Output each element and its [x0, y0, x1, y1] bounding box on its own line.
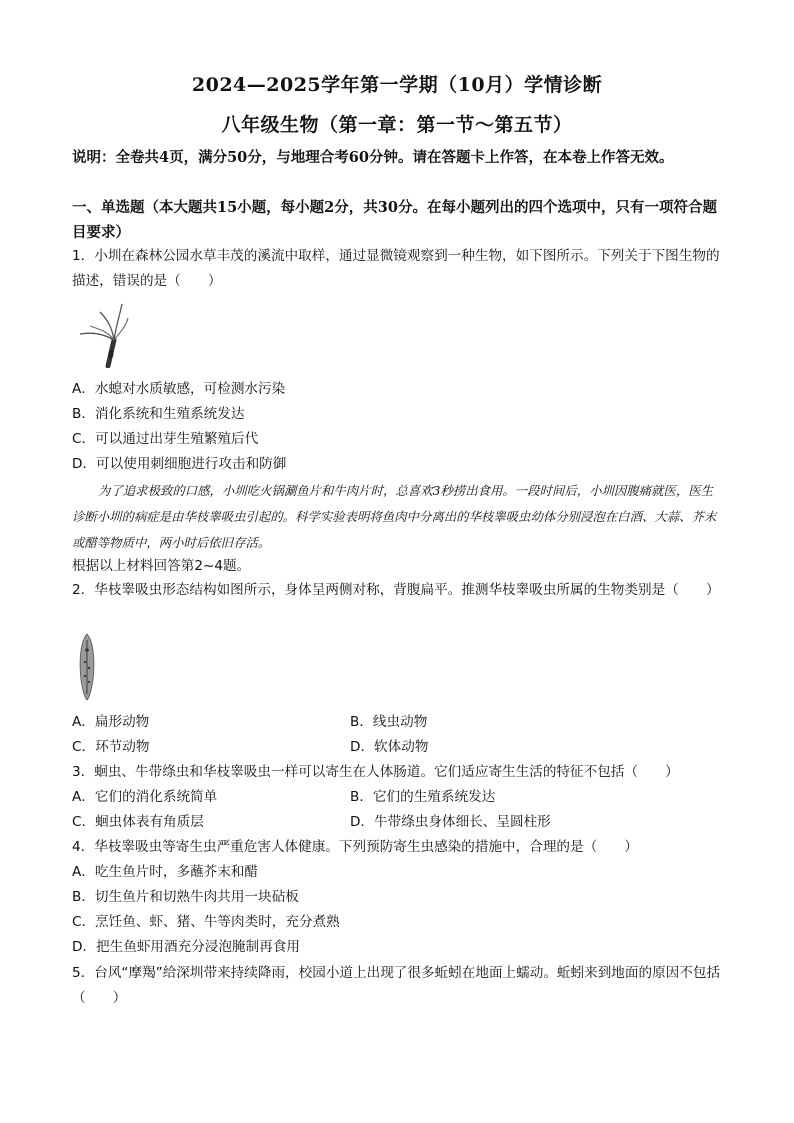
- q3-option-b: B．它们的生殖系统发达: [350, 789, 496, 805]
- q3-option-a: A．它们的消化系统简单: [72, 789, 218, 805]
- page-subtitle: 八年级生物（第一章：第一节～第五节）: [221, 114, 573, 136]
- hydra-icon: [78, 300, 130, 368]
- q1-option-c: C．可以通过出芽生殖繁殖后代: [72, 431, 259, 447]
- q4-option-b: B．切生鱼片和切熟牛肉共用一块砧板: [72, 889, 299, 905]
- question-5-stem: 5．台风“摩羯”给深圳带来持续降雨，校园小道上出现了很多蚯蚓在地面上蠕动。蚯蚓来到地面的原因不包括（ ）: [72, 965, 721, 1006]
- q3-option-c: C．蛔虫体表有角质层: [72, 814, 204, 830]
- page-title: 2024—2025学年第一学期（10月）学情诊断: [191, 74, 603, 96]
- section-heading: 一、单选题（本大题共15小题，每小题2分，共30分。在每小题列出的四个选项中，只有一项符合题目要求）: [72, 199, 717, 241]
- instructions: 说明：全卷共4页，满分50分，与地理合考60分钟。请在答题卡上作答，在本卷上作答无效。: [72, 149, 674, 166]
- q4-option-d: D．把生鱼虾用酒充分浸泡腌制再食用: [72, 939, 300, 955]
- question-1-stem: 1．小圳在森林公园水草丰茂的溪流中取样，通过显微镜观察到一种生物，如下图所示。下列关于下图生物的描述，错误的是（ ）: [72, 248, 720, 289]
- q4-option-a: A．吃生鱼片时，多蘸芥末和醋: [72, 864, 259, 880]
- q1-option-d: D．可以使用刺细胞进行攻击和防御: [72, 456, 287, 472]
- reading-material: 为了追求极致的口感，小圳吃火锅涮鱼片和牛肉片时，总喜欢3秒捞出食用。一段时间后，小圳因腹痛就医，医生诊断小圳的病症是由华枝睾吸虫引起的。科学实验表明将鱼肉中分离出的华枝睾吸虫幼体分别浸泡在白酒、大蒜、芥末或醋等物质中，两小时后依旧存活。: [72, 483, 717, 550]
- question-2-stem: 2．华枝睾吸虫形态结构如图所示，身体呈两侧对称，背腹扁平。推测华枝睾吸虫所属的生物类别是（ ）: [72, 582, 720, 598]
- q2-option-a: A．扁形动物: [72, 714, 150, 730]
- q2-option-b: B．线虫动物: [350, 714, 428, 730]
- question-3-stem: 3．蛔虫、牛带绦虫和华枝睾吸虫一样可以寄生在人体肠道。它们适应寄生生活的特征不包括（ ）: [72, 764, 679, 780]
- q3-option-d: D．牛带绦虫身体细长、呈圆柱形: [350, 814, 551, 830]
- material-note: 根据以上材料回答第2~4题。: [72, 558, 251, 574]
- q4-option-c: C．烹饪鱼、虾、猪、牛等肉类时，充分煮熟: [72, 914, 340, 930]
- q1-option-a: A．水螅对水质敏感，可检测水污染: [72, 381, 286, 397]
- q2-option-c: C．环节动物: [72, 739, 150, 755]
- q1-option-b: B．消化系统和生殖系统发达: [72, 406, 245, 422]
- question-4-stem: 4．华枝睾吸虫等寄生虫严重危害人体健康。下列预防寄生虫感染的措施中，合理的是（ ）: [72, 839, 638, 855]
- q2-option-d: D．软体动物: [350, 739, 429, 755]
- fluke-icon: [76, 632, 98, 702]
